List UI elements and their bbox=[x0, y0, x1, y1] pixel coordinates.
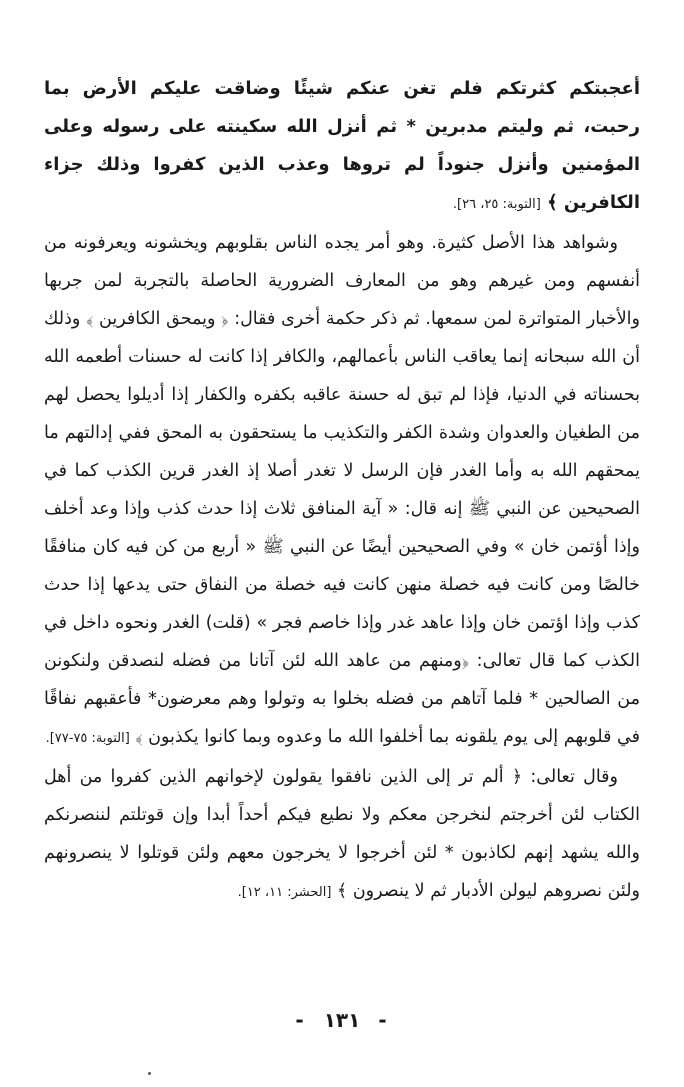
verse-reference: [التوبة: ٢٥، ٢٦]. bbox=[452, 197, 541, 212]
commentary-paragraph bbox=[44, 224, 640, 758]
body-text bbox=[44, 70, 640, 912]
footer-dash-right: - bbox=[378, 1008, 389, 1032]
page-footer bbox=[0, 1008, 684, 1032]
verse-reference: [التوبة: ٧٥-٧٧]. bbox=[45, 731, 130, 746]
quran-quote-tawbah-25-26 bbox=[44, 70, 640, 224]
paragraph-text: وقال تعالى: ﴿ ألم تر إلى الذين نافقوا يقولون لإخوانهم الذين كفروا من أهل الكتاب لئن أخرجتم لنخرجن معكم ولا نطيع فيكم أحداً أبدا وإن قوتلتم لننصرنكم والله يشهد إنهم لكاذبون * لئن أخرجوا لا يخرجون معهم ولئن قوتلوا لا ينصرونهم ولئن نصروهم ليولن الأدبار ثم لا ينصرون ﴾ bbox=[44, 767, 640, 901]
page-number: ١٣١ bbox=[323, 1008, 361, 1032]
footer-dash-left: - bbox=[295, 1008, 306, 1032]
verse-reference: [الحشر: ١١، ١٢]. bbox=[237, 885, 332, 900]
quran-quote-hashr-11-12 bbox=[44, 758, 640, 912]
paragraph-text: أعجبتكم كثرتكم فلم تغن عنكم شيئًا وضاقت عليكم الأرض بما رحبت، ثم وليتم مدبرين * ثم أنزل الله سكينته على رسوله وعلى المؤمنين وأنزل جنوداً لم تروها وعذب الذين كفروا وذلك جزاء الكافرين ﴾ bbox=[44, 78, 640, 213]
scan-speck bbox=[148, 1072, 151, 1075]
paragraph-text: وشواهد هذا الأصل كثيرة. وهو أمر يجده الناس بقلوبهم ويخشونه ويعرفونه من أنفسهم ومن غيرهم وهو من المعارف الضرورية الحاصلة بالتجربة لمن جربها والأخبار المتواترة لمن سمعها. ثم ذكر حكمة أخرى فقال: ﴿ ويمحق الكافرين ﴾ وذلك أن الله سبحانه إنما يعاقب الناس بأعمالهم، والكافر إذا كانت له حسنات أطعمه الله بحسناته في الدنيا، فإذا لم تبق له حسنة عاقبه بكفره والكفار إذا أديلوا يحصل لهم من الطغيان والعدوان وشدة الكفر والتكذيب ما يستحقون به المحق ففي إدالتهم ما يمحقهم الله به وأما الغدر فإن الرسل لا تغدر أصلا إذ الغدر قرين الكذب كما في الصحيحين عن النبي ﷺ إنه قال: « آية المنافق ثلاث إذا حدث كذب وإذا وعد أخلف وإذا أؤتمن خان » وفي الصحيحين أيضًا عن النبي ﷺ « أربع من كن فيه كان منافقًا خالصًا ومن كانت فيه خصلة منهن كانت فيه خصلة من النفاق حتى يدعها إذا حدث كذب وإذا اؤتمن خان وإذا عاهد غدر وإذا خاصم فجر » (قلت) الغدر ونحوه داخل في الكذب كما قال تعالى: ﴿ومنهم من عاهد الله لئن آتانا من فضله لنصدقن ولنكونن من الصالحين * فلما آتاهم من فضله بخلوا به وتولوا وهم معرضون* فأعقبهم نفاقًا في قلوبهم إلى يوم يلقونه بما أخلفوا الله ما وعدوه وبما كانوا يكذبون ﴾ bbox=[44, 233, 640, 747]
